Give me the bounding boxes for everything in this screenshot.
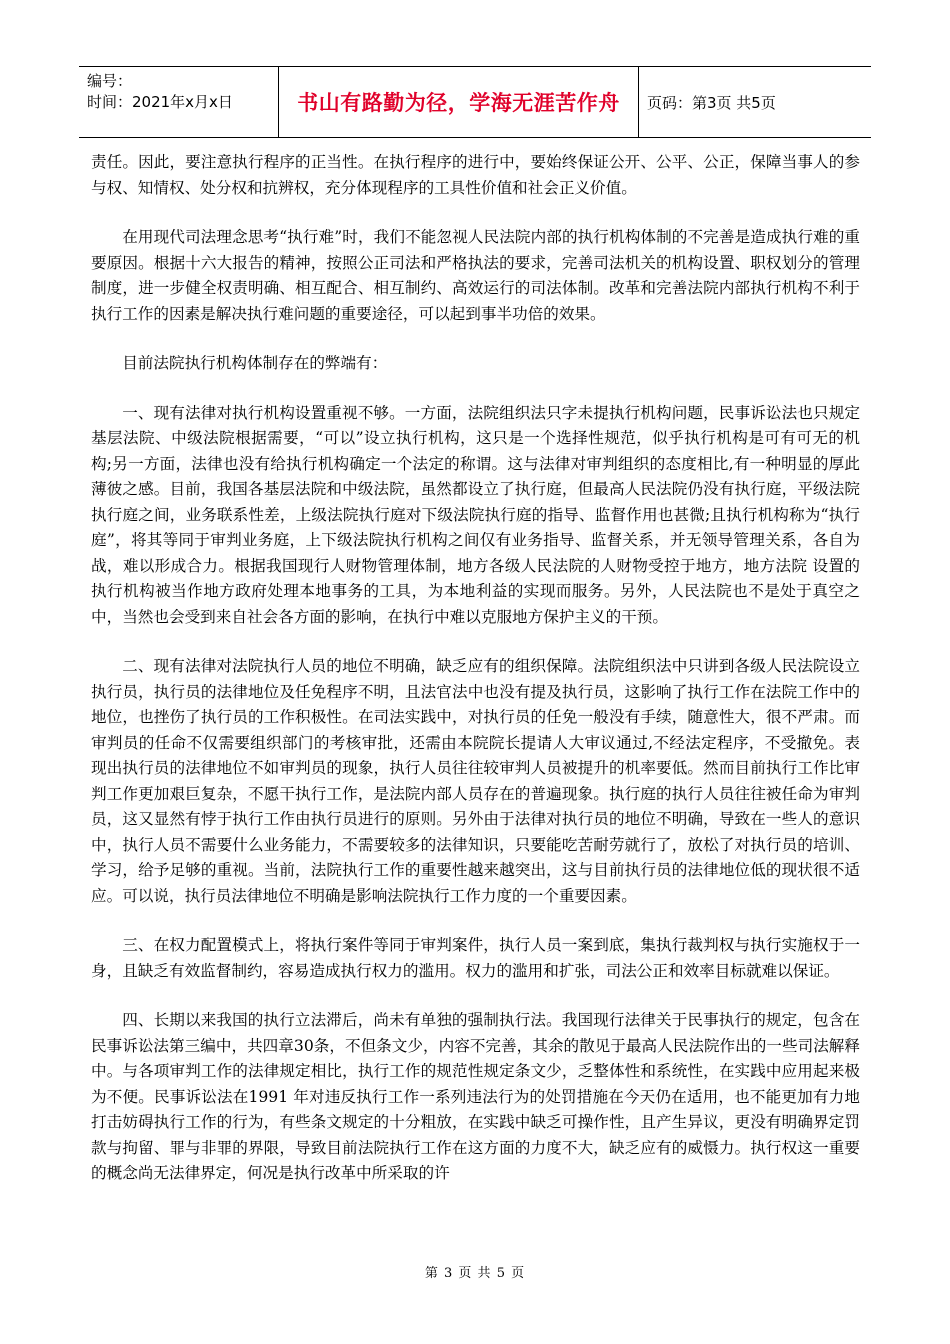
document-date-label: 时间：2021年x月x日 [87, 93, 233, 111]
paragraph: 在用现代司法理念思考“执行难”时，我们不能忽视人民法院内部的执行机构体制的不完善是造成执行难的重要原因。根据十六大报告的精神，按照公正司法和严格执法的要求，完善司法机关的机构设置、职权划分的管理制度，进一步健全权责明确、相互配合、相互制约、高效运行的司法体制。改革和完善法院内部执行机构不利于执行工作的因素是解决执行难问题的重要途径，可以起到事半功倍的效果。 [91, 228, 860, 323]
document-number-label: 编号： [87, 72, 133, 90]
paragraph: 二、现有法律对法院执行人员的地位不明确，缺乏应有的组织保障。法院组织法中只讲到各级人民法院设立执行员，执行员的法律地位及任免程序不明，且法官法中也没有提及执行员，这影响了执行工作在法院工作中的地位，也挫伤了执行员的工作积极性。在司法实践中，对执行员的任免一般没有手续，随意性大，很不严肃。而审判员的任命不仅需要组织部门的考核审批，还需由本院院长提请人大审议通过,不经法定程序，不受撤免。表现出执行员的法律地位不如审判员的现象，执行人员往往较审判人员被提升的机率要低。然而目前执行工作比审判工作更加艰巨复杂，不愿干执行工作，是法院内部人员存在的普遍现象。执行庭的执行人员往往被任命为审判员，这又显然有悖于执行工作由执行员进行的原则。另外由于法律对执行员的地位不明确，导致在一些人的意识中，执行人员不需要什么业务能力，不需要较多的法律知识，只要能吃苦耐劳就行了，放松了对执行员的培训、学习，给予足够的重视。当前，法院执行工作的重要性越来越突出，这与目前执行员的法律地位低的现状很不适应。可以说，执行员法律地位不明确是影响法院执行工作力度的一个重要因素。 [91, 657, 860, 905]
paragraph: 四、长期以来我国的执行立法滞后，尚未有单独的强制执行法。我国现行法律关于民事执行的规定，包含在民事诉讼法第三编中，共四章30条，不但条文少，内容不完善，其余的散见于最高人民法院作出的一些司法解释中。与各项审判工作的法律规定相比，执行工作的规范性规定条文少，乏整体性和系统性，在实践中应用起来极为不便。民事诉讼法在1991 年对违反执行工作一系列违法行为的处罚措施在今天仍在适用，也不能更加有力地打击妨碍执行工作的行为，有些条文规定的十分粗放，在实践中缺乏可操作性，且产生异议，更没有明确界定罚款与拘留、罪与非罪的界限，导致目前法院执行工作在这方面的力度不大，缺乏应有的威慑力。执行权这一重要的概念尚无法律界定，何况是执行改革中所采取的许 [91, 1011, 860, 1182]
page-footer: 第 3 页 共 5 页 [424, 1266, 526, 1281]
header-meta [79, 67, 279, 137]
header-page-number: 页码：第3页 共5页 [647, 93, 776, 112]
document-body [91, 150, 860, 1211]
paragraph: 一、现有法律对执行机构设置重视不够。一方面，法院组织法只字未提执行机构问题，民事诉讼法也只规定基层法院、中级法院根据需要，“可以”设立执行机构，这只是一个选择性规范，似乎执行机构是可有可无的机构;另一方面，法律也没有给执行机构确定一个法定的称谓。这与法律对审判组织的态度相比,有一种明显的厚此薄彼之感。目前，我国各基层法院和中级法院，虽然都设立了执行庭，但最高人民法院仍没有执行庭，平级法院执行庭之间，业务联系性差，上级法院执行庭对下级法院执行庭的指导、监督作用也甚微;且执行机构称为“执行庭”，将其等同于审判业务庭，上下级法院执行机构之间仅有业务指导、监督关系，并无领导管理关系，各自为战，难以形成合力。根据我国现行人财物管理体制，地方各级人民法院的人财物受控于地方，地方法院 设置的执行机构被当作地方政府处理本地事务的工具，为本地利益的实现而服务。另外，人民法院也不是处于真空之中，当然也会受到来自社会各方面的影响，在执行中难以克服地方保护主义的干预。 [91, 403, 860, 626]
paragraph-continuation: 责任。因此，要注意执行程序的正当性。在执行程序的进行中，要始终保证公开、公平、公正，保障当事人的参与权、知情权、处分权和抗辨权，充分体现程序的工具性价值和社会正义价值。 [91, 153, 860, 197]
paragraph: 目前法院执行机构体制存在的弊端有： [122, 354, 388, 372]
page-header [79, 66, 871, 138]
paragraph: 三、在权力配置模式上，将执行案件等同于审判案件，执行人员一案到底，集执行裁判权与执行实施权于一身，且缺乏有效监督制约，容易造成执行权力的滥用。权力的滥用和扩张，司法公正和效率目标就难以保证。 [91, 936, 860, 980]
header-motto: 书山有路勤为径，学海无涯苦作舟 [279, 67, 639, 137]
